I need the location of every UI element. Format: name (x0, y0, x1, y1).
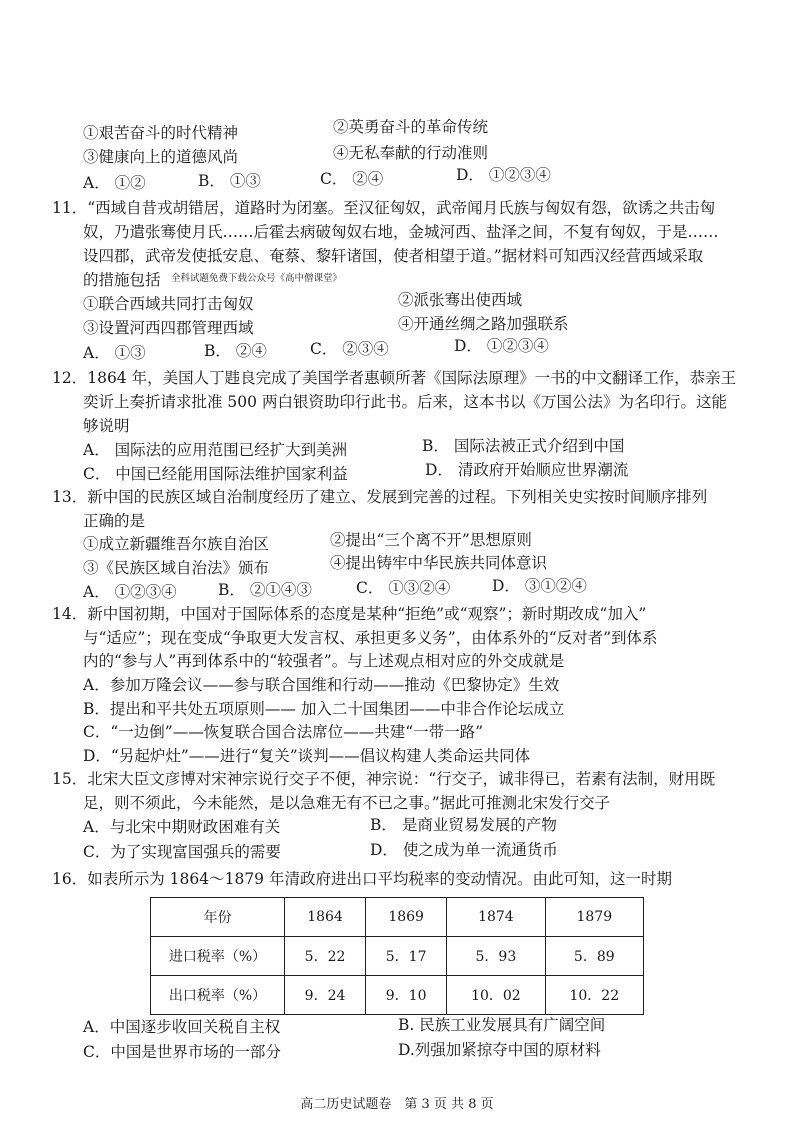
q10-option-3: ③健康向上的道德风尚 (83, 148, 239, 166)
q16-choice-c: C．中国是世界市场的一部分 (83, 1043, 281, 1061)
q13-stem-line-2: 正确的是 (83, 512, 146, 530)
q16-stem-line-1: 16．如表所示为 1864～1879 年清政府进出口平均税率的变动情况。由此可知，这一时期 (52, 870, 672, 888)
page-footer: 高二历史试题卷 第 3 页 共 8 页 (300, 1097, 494, 1112)
q15-stem-line-1: 15．北宋大臣文彦博对宋神宗说行交子不便，神宗说：“行交子，诚非得已，若素有法制，财用既 (52, 770, 716, 788)
q12-choice-c: C． 中国已经能用国际法维护国家利益 (83, 465, 348, 483)
q13-stem-line-1: 13．新中国的民族区域自治制度经历了建立、发展到完善的过程。下列相关史实按时间顺序排列 (52, 488, 708, 506)
table-cell: 5．17 (366, 937, 447, 976)
q15-choice-d: D． 使之成为单一流通货币 (370, 841, 558, 859)
q11-choice-b: B． ②④ (204, 342, 267, 360)
q10-option-2: ②英勇奋斗的革命传统 (333, 118, 489, 136)
q10-choice-b: B． ①③ (198, 172, 261, 190)
q11-option-1: ①联合西域共同打击匈奴 (83, 295, 254, 313)
q11-option-4: ④开通丝绸之路加强联系 (398, 315, 569, 333)
table-cell: 5．89 (545, 937, 643, 976)
q14-stem-line-1: 14．新中国初期，中国对于国际体系的态度是某种“拒绝”或“观察”；新时期改成“加入” (52, 605, 647, 623)
q12-stem-line-2: 奕䜣上奏折请求批准 500 两白银资助印行此书。后来，这本书以《万国公法》为名印行。这能 (83, 393, 727, 411)
table-row-import (151, 937, 644, 976)
q11-stem-line-4: 的措施包括 (83, 271, 161, 289)
table-header-cell: 1874 (447, 898, 545, 937)
table-header-cell: 1879 (545, 898, 643, 937)
q11-choice-d: D． ①②③④ (454, 337, 549, 355)
q13-choice-c: C． ①③②④ (356, 579, 451, 597)
q13-option-3: ③《民族区域自治法》颁布 (83, 559, 270, 577)
q14-stem-line-3: 内的“参与人”再到体系中的“较强者”。与上述观点相对应的外交成就是 (83, 652, 565, 670)
q15-stem-line-2: 足，则不须此，今未能然，是以急难无有不已之事。”据此可推测北宋发行交子 (83, 794, 611, 812)
q15-choice-c: C．为了实现富国强兵的需要 (83, 843, 281, 861)
table-header-cell: 年份 (151, 898, 285, 937)
q16-choice-a: A．中国逐步收回关税自主权 (83, 1018, 281, 1036)
q14-choice-c: C．“一边倒”——恢复联合国合法席位——共建“一带一路” (83, 723, 484, 741)
q13-choice-d: D． ③①②④ (492, 577, 587, 595)
q15-choice-b: B． 是商业贸易发展的产物 (370, 816, 557, 834)
q16-choice-d: D.列强加紧掠夺中国的原材料 (398, 1041, 601, 1059)
q10-option-1: ①艰苦奋斗的时代精神 (83, 124, 239, 142)
q10-choice-c: C． ②④ (320, 170, 384, 188)
table-cell: 9．10 (366, 976, 447, 1015)
q11-choice-c: C． ②③④ (310, 340, 389, 358)
q16-choice-b: B. 民族工业发展具有广阔空间 (398, 1016, 606, 1034)
q14-choice-a: A．参加万隆会议——参与联合国维和行动——推动《巴黎协定》生效 (83, 676, 560, 694)
q12-stem-line-1: 12．1864 年，美国人丁韪良完成了美国学者惠顿所著《国际法原理》一书的中文翻译工作，恭亲王 (52, 369, 737, 387)
q14-choice-b: B．提出和平共处五项原则—— 加入二十国集团——中非合作论坛成立 (83, 700, 565, 718)
q13-option-2: ②提出“三个离不开”思想原则 (330, 531, 532, 549)
q13-choice-a: A． ①②③④ (83, 583, 177, 601)
q11-watermark-note: 全科试题免费下载公众号《高中僧课堂》 (171, 273, 343, 284)
tax-rate-table (150, 897, 644, 1015)
table-row-header (151, 898, 644, 937)
q10-choice-a: A． ①② (83, 174, 146, 192)
q12-choice-b: B． 国际法被正式介绍到中国 (422, 437, 625, 455)
q10-choice-d: D． ①②③④ (456, 166, 551, 184)
table-cell: 10．02 (447, 976, 545, 1015)
table-header-cell: 1864 (285, 898, 366, 937)
q13-option-4: ④提出铸牢中华民族共同体意识 (330, 554, 548, 572)
q15-choice-a: A．与北宋中期财政困难有关 (83, 818, 281, 836)
table-cell: 9．24 (285, 976, 366, 1015)
q10-option-4: ④无私奉献的行动准则 (333, 144, 489, 162)
q11-stem-line-1: 11．“西域自昔戎胡错居，道路时为闭塞。至汉征匈奴，武帝闻月氏族与匈奴有怨，欲诱之共击匈 (52, 199, 716, 217)
table-row-export (151, 976, 644, 1015)
q12-choice-a: A． 国际法的应用范围已经扩大到美洲 (83, 441, 348, 459)
q14-stem-line-2: 与“适应”；现在变成“争取更大发言权、承担更多义务”，由体系外的“反对者”到体系 (83, 629, 658, 647)
q12-stem-line-3: 够说明 (83, 417, 130, 435)
q14-choice-d: D．“另起炉灶”——进行“复关”谈判——倡议构建人类命运共同体 (83, 747, 531, 765)
q13-choice-b: B． ②①④③ (218, 581, 312, 599)
q11-option-3: ③设置河西四郡管理西域 (83, 319, 254, 337)
q11-choice-a: A． ①③ (83, 344, 146, 362)
table-cell: 5．93 (447, 937, 545, 976)
q12-choice-d: D． 清政府开始顺应世界潮流 (425, 461, 629, 479)
table-row-label: 出口税率（%） (151, 976, 285, 1015)
table-cell: 5．22 (285, 937, 366, 976)
table-row-label: 进口税率（%） (151, 937, 285, 976)
q11-option-2: ②派张骞出使西域 (398, 291, 523, 309)
q11-stem-line-3: 设四郡，武帝发使抵安息、奄蔡、黎轩诸国，使者相望于道。”据材料可知西汉经营西域采取 (83, 247, 704, 265)
table-header-cell: 1869 (366, 898, 447, 937)
table-cell: 10．22 (545, 976, 643, 1015)
q13-option-1: ①成立新疆维吾尔族自治区 (83, 535, 270, 553)
q11-stem-line-2: 奴，乃遣张骞使月氏……后霍去病破匈奴右地，金城河西、盐泽之间，不复有匈奴，于是…… (83, 223, 719, 241)
